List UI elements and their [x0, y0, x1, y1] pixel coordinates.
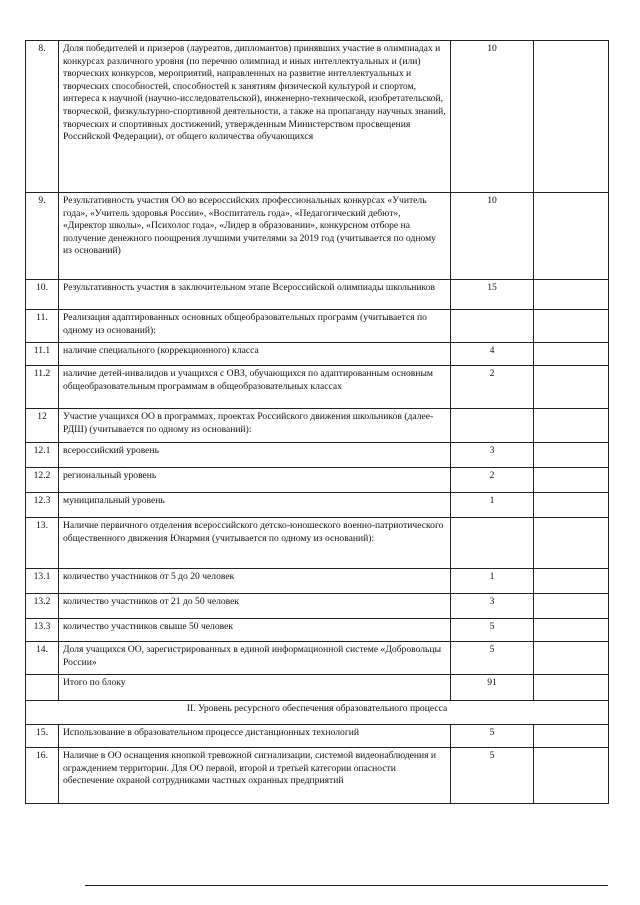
table-row — [26, 310, 609, 343]
criterion-text: Доля учащихся ОО, зарегистрированных в единой информационной системе «Добровольцы России» — [59, 642, 451, 675]
score-value: 1 — [451, 493, 534, 518]
extra-cell — [534, 343, 609, 366]
extra-cell — [534, 409, 609, 443]
row-number: 12.1 — [26, 443, 59, 468]
row-number: 11.1 — [26, 343, 59, 366]
extra-cell — [534, 493, 609, 518]
criterion-text: Наличие в ОО оснащения кнопкой тревожной сигнализации, системой видеонаблюдения и ограждением территории. Для ОО первой, второй и третьей категории опасности обеспечение охраной сотрудниками частных охранных предприятий — [59, 748, 451, 804]
score-value: 10 — [451, 41, 534, 193]
extra-cell — [534, 518, 609, 569]
criterion-text: всероссийский уровень — [59, 443, 451, 468]
score-value: 91 — [451, 675, 534, 701]
criterion-text: Наличие первичного отделения всероссийского детско-юношеского военно-патриотического общественного движения Юнармия (учитывается по одному из оснований): — [59, 518, 451, 569]
extra-cell — [534, 725, 609, 748]
score-value — [451, 310, 534, 343]
row-number: 12.2 — [26, 468, 59, 493]
score-value: 15 — [451, 280, 534, 310]
row-number: 10. — [26, 280, 59, 310]
extra-cell — [534, 642, 609, 675]
criterion-text: наличие специального (коррекционного) класса — [59, 343, 451, 366]
table-row — [26, 518, 609, 569]
row-number: 11. — [26, 310, 59, 343]
score-value: 2 — [451, 366, 534, 409]
table-row — [26, 725, 609, 748]
table-row — [26, 366, 609, 409]
table-row — [26, 642, 609, 675]
table-row — [26, 280, 609, 310]
bottom-divider — [85, 885, 608, 886]
score-value — [451, 409, 534, 443]
row-number: 13.3 — [26, 619, 59, 642]
score-value: 3 — [451, 594, 534, 619]
row-number — [26, 675, 59, 701]
table-row — [26, 443, 609, 468]
extra-cell — [534, 748, 609, 804]
extra-cell — [534, 41, 609, 193]
criteria-table — [25, 40, 609, 804]
table-row — [26, 675, 609, 701]
score-value: 5 — [451, 725, 534, 748]
row-number: 12 — [26, 409, 59, 443]
score-value: 5 — [451, 748, 534, 804]
criterion-text: региональный уровень — [59, 468, 451, 493]
row-number: 13.1 — [26, 569, 59, 594]
extra-cell — [534, 468, 609, 493]
row-number: 12.3 — [26, 493, 59, 518]
row-number: 13.2 — [26, 594, 59, 619]
table-row — [26, 343, 609, 366]
criterion-text: Результативность участия в заключительном этапе Всероссийской олимпиады школьников — [59, 280, 451, 310]
table-row — [26, 619, 609, 642]
extra-cell — [534, 280, 609, 310]
table-row — [26, 594, 609, 619]
criterion-text: количество участников свыше 50 человек — [59, 619, 451, 642]
criterion-text: количество участников от 5 до 20 человек — [59, 569, 451, 594]
criterion-text: Участие учащихся ОО в программах, проектах Российского движения школьников (далее-РДШ) (учитывается по одному из оснований): — [59, 409, 451, 443]
row-number: 8. — [26, 41, 59, 193]
score-value: 4 — [451, 343, 534, 366]
table-row — [26, 468, 609, 493]
score-value: 3 — [451, 443, 534, 468]
extra-cell — [534, 594, 609, 619]
criterion-text: муниципальный уровень — [59, 493, 451, 518]
table-row — [26, 193, 609, 280]
extra-cell — [534, 619, 609, 642]
score-value: 10 — [451, 193, 534, 280]
extra-cell — [534, 675, 609, 701]
row-number: 11.2 — [26, 366, 59, 409]
section-title: II. Уровень ресурсного обеспечения образовательного процесса — [26, 701, 609, 725]
extra-cell — [534, 443, 609, 468]
criterion-text: Результативность участия ОО во всероссийских профессиональных конкурсах «Учитель года», «Учитель здоровья России», «Воспитатель года», «Педагогический дебют», «Директор школы», «Психолог года», «Лидер в образовании», конкурсном отборе на получение денежного поощрения лучшими учителями за 2019 год (учитывается по одному из оснований) — [59, 193, 451, 280]
extra-cell — [534, 310, 609, 343]
table-row — [26, 748, 609, 804]
extra-cell — [534, 193, 609, 280]
table-row — [26, 493, 609, 518]
criterion-text: Итого по блоку — [59, 675, 451, 701]
score-value: 5 — [451, 619, 534, 642]
table-row — [26, 409, 609, 443]
row-number: 13. — [26, 518, 59, 569]
score-value — [451, 518, 534, 569]
score-value: 2 — [451, 468, 534, 493]
criterion-text: Использование в образовательном процессе дистанционных технологий — [59, 725, 451, 748]
table-row — [26, 569, 609, 594]
criterion-text: наличие детей-инвалидов и учащихся с ОВЗ, обучающихся по адаптированным основным общеобразовательным программам в общеобразовательных классах — [59, 366, 451, 409]
section-header-row — [26, 701, 609, 725]
criterion-text: Доля победителей и призеров (лауреатов, дипломантов) принявших участие в олимпиадах и конкурсах различного уровня (по перечню олимпиад и иных интеллектуальных и (или) творческих конкурсов, мероприятий, направленных на развитие интеллектуальных и творческих способностей, способностей к занятиям физической культурой и спортом, интереса к научной (научно-исследовательской), инженерно-технической, изобретательской, творческой, физкультурно-спортивной деятельности, а также на пропаганду научных знаний, творческих и спортивных достижений, утвержденным Министерством просвещения Российской Федерации), от общего количества обучающихся — [59, 41, 451, 193]
row-number: 16. — [26, 748, 59, 804]
score-value: 5 — [451, 642, 534, 675]
criterion-text: Реализация адаптированных основных общеобразовательных программ (учитывается по одному из оснований): — [59, 310, 451, 343]
extra-cell — [534, 366, 609, 409]
score-value: 1 — [451, 569, 534, 594]
table-row — [26, 41, 609, 193]
extra-cell — [534, 569, 609, 594]
row-number: 14. — [26, 642, 59, 675]
row-number: 15. — [26, 725, 59, 748]
criterion-text: количество участников от 21 до 50 человек — [59, 594, 451, 619]
criteria-table-body — [26, 41, 609, 804]
row-number: 9. — [26, 193, 59, 280]
